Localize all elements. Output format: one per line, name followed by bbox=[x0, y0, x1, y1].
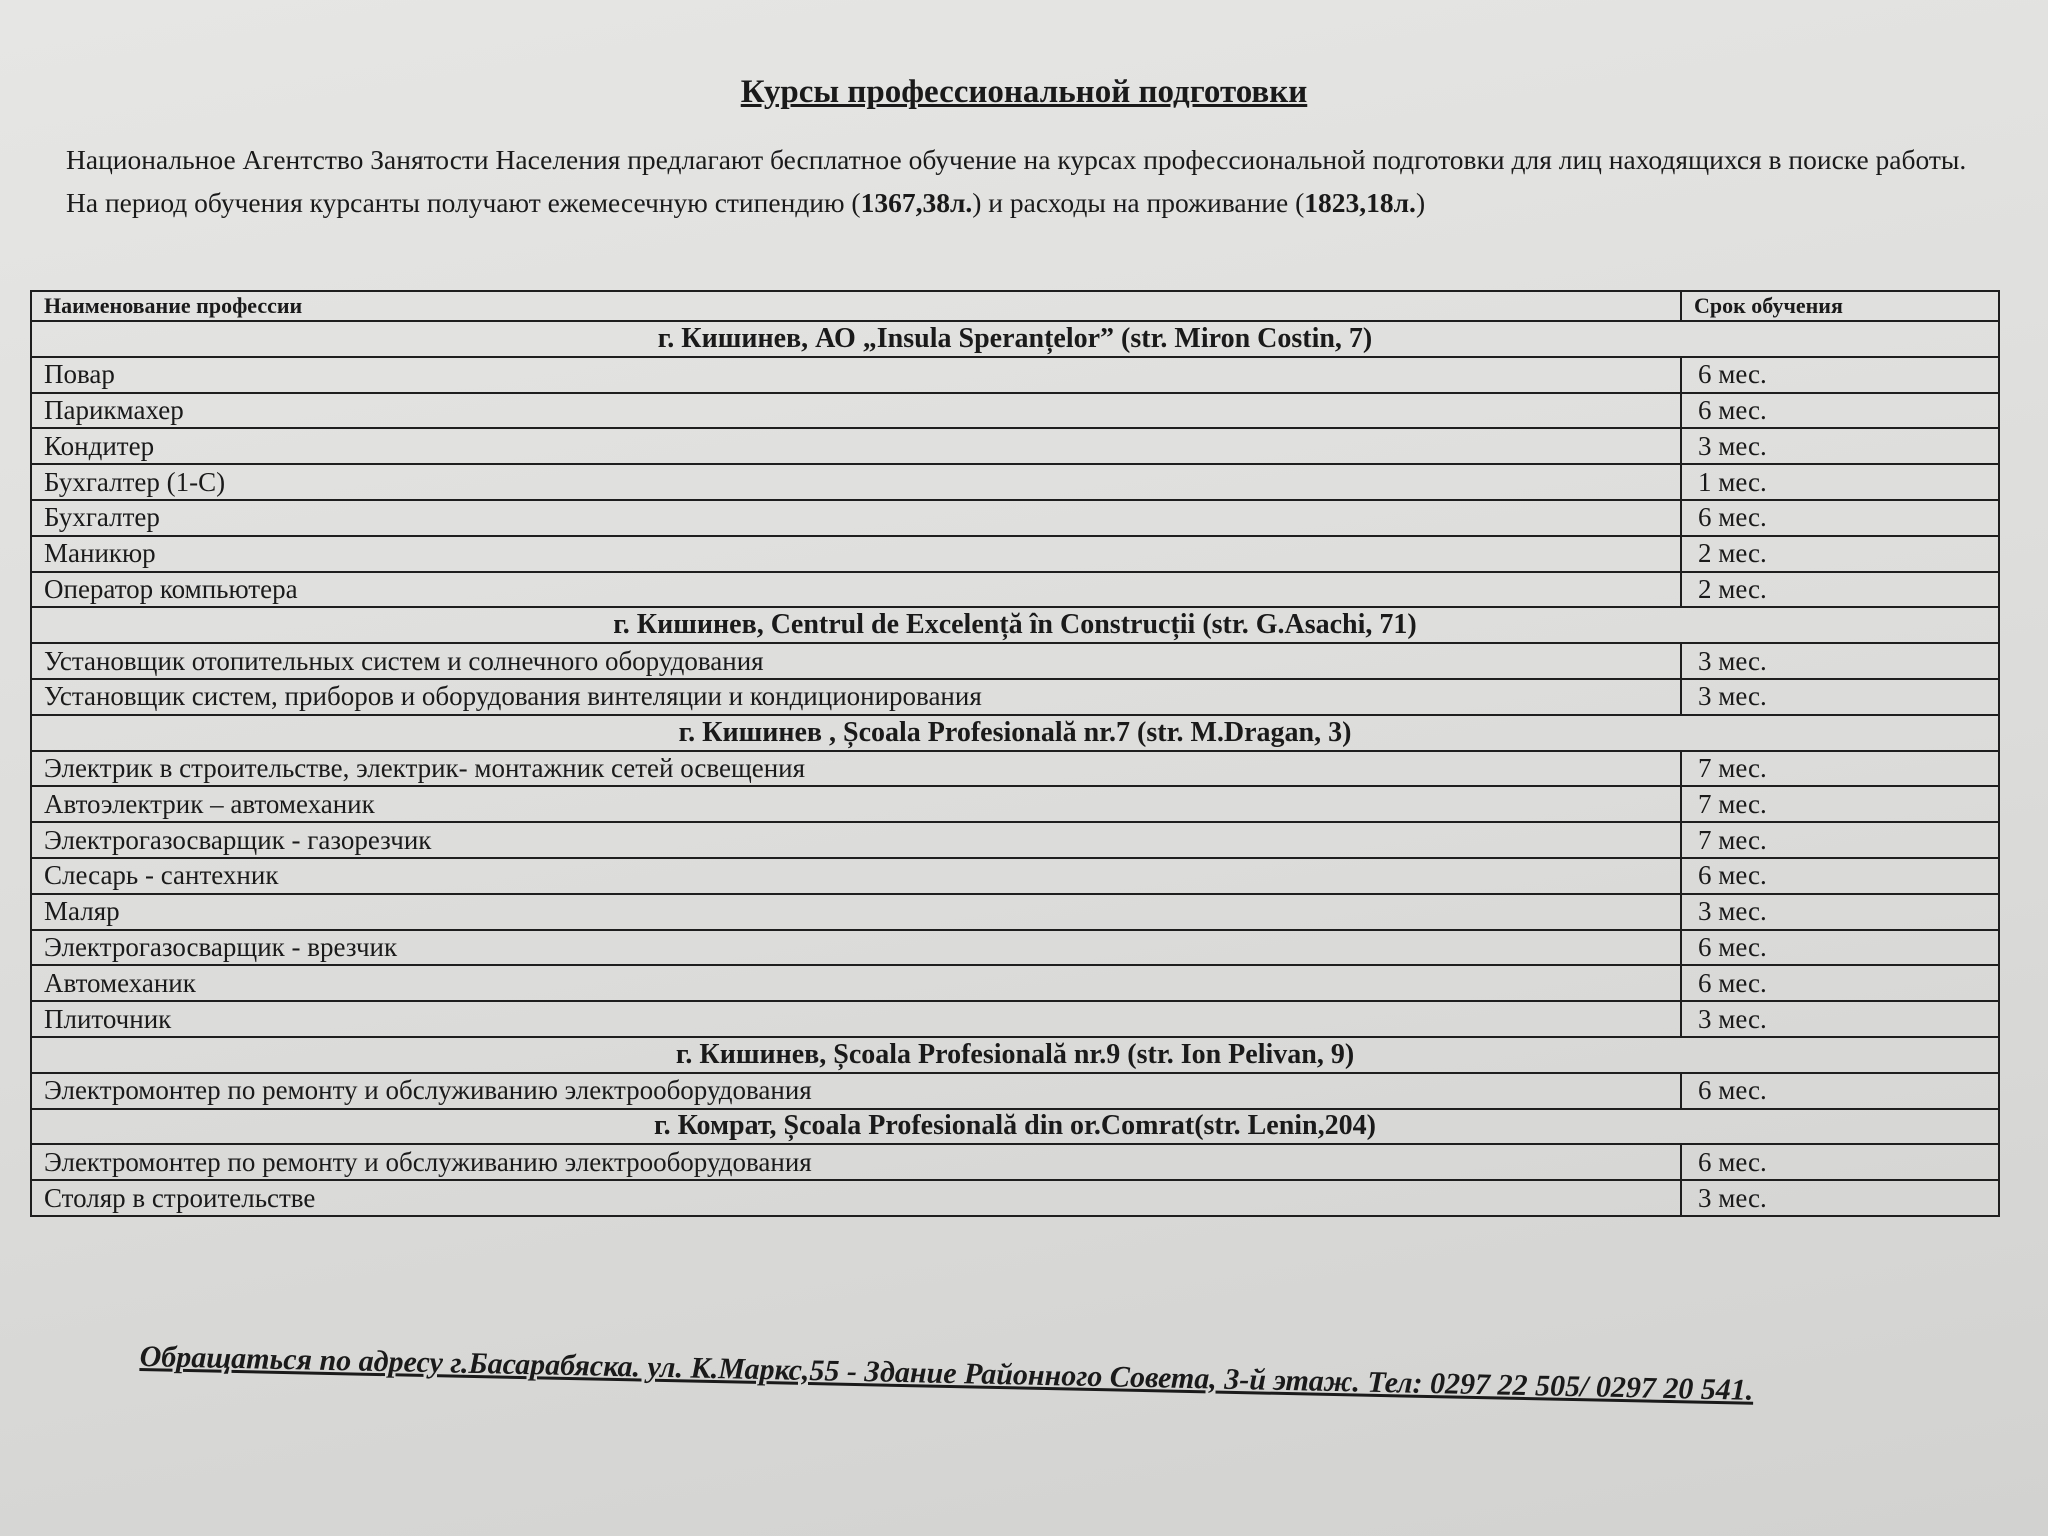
table-row bbox=[31, 1144, 1999, 1180]
duration-cell: 3 мес. bbox=[1681, 679, 1999, 715]
table-row bbox=[31, 1073, 1999, 1109]
profession-cell: Плиточник bbox=[31, 1001, 1681, 1037]
contact-footer: Обращаться по адресу г.Басарабяска. ул. К.Маркс,55 - Здание Районного Совета, 3-й этаж. Тел: 0297 22 505/ 0297 20 541. bbox=[139, 1340, 1754, 1407]
table-row bbox=[31, 965, 1999, 1001]
profession-cell: Электрик в строительстве, электрик- монтажник сетей освещения bbox=[31, 751, 1681, 787]
section-title: г. Кишинев, АО „Insula Speranțelor” (str. Miron Costin, 7) bbox=[31, 321, 1999, 357]
section-header-row bbox=[31, 1109, 1999, 1145]
duration-cell: 6 мес. bbox=[1681, 930, 1999, 966]
table-row bbox=[31, 393, 1999, 429]
profession-cell: Парикмахер bbox=[31, 393, 1681, 429]
table-row bbox=[31, 357, 1999, 393]
duration-cell: 3 мес. bbox=[1681, 894, 1999, 930]
duration-cell: 3 мес. bbox=[1681, 1180, 1999, 1216]
profession-cell: Установщик систем, приборов и оборудования винтеляции и кондиционирования bbox=[31, 679, 1681, 715]
duration-cell: 6 мес. bbox=[1681, 965, 1999, 1001]
duration-cell: 3 мес. bbox=[1681, 643, 1999, 679]
header-duration: Срок обучения bbox=[1681, 291, 1999, 321]
profession-cell: Повар bbox=[31, 357, 1681, 393]
profession-cell: Электромонтер по ремонту и обслуживанию электрооборудования bbox=[31, 1073, 1681, 1109]
stipend-amount: 1367,38л. bbox=[860, 187, 973, 218]
duration-cell: 6 мес. bbox=[1681, 393, 1999, 429]
table-row bbox=[31, 894, 1999, 930]
duration-cell: 7 мес. bbox=[1681, 786, 1999, 822]
table-row bbox=[31, 751, 1999, 787]
section-title: г. Кишинев, Centrul de Excelență în Construcții (str. G.Asachi, 71) bbox=[31, 607, 1999, 643]
table-row bbox=[31, 679, 1999, 715]
duration-cell: 3 мес. bbox=[1681, 1001, 1999, 1037]
table-row bbox=[31, 1180, 1999, 1216]
profession-cell: Электромонтер по ремонту и обслуживанию электрооборудования bbox=[31, 1144, 1681, 1180]
profession-cell: Маникюр bbox=[31, 536, 1681, 572]
table-row bbox=[31, 500, 1999, 536]
profession-cell: Кондитер bbox=[31, 428, 1681, 464]
intro-text-3: ) bbox=[1415, 187, 1426, 218]
duration-cell: 2 мес. bbox=[1681, 572, 1999, 608]
section-header-row bbox=[31, 321, 1999, 357]
profession-cell: Бухгалтер (1-С) bbox=[31, 464, 1681, 500]
profession-cell: Электрогазосварщик - газорезчик bbox=[31, 822, 1681, 858]
living-expenses-amount: 1823,18л. bbox=[1304, 187, 1416, 218]
duration-cell: 6 мес. bbox=[1681, 357, 1999, 393]
table-row bbox=[31, 786, 1999, 822]
profession-cell: Слесарь - сантехник bbox=[31, 858, 1681, 894]
duration-cell: 1 мес. bbox=[1681, 464, 1999, 500]
intro-text-2: ) и расходы на проживание ( bbox=[972, 187, 1305, 218]
courses-table bbox=[30, 290, 2000, 1217]
duration-cell: 3 мес. bbox=[1681, 428, 1999, 464]
duration-cell: 7 мес. bbox=[1681, 822, 1999, 858]
profession-cell: Оператор компьютера bbox=[31, 572, 1681, 608]
section-title: г. Кишинев, Școala Profesională nr.9 (str. Ion Pelivan, 9) bbox=[31, 1037, 1999, 1073]
table-header-row bbox=[31, 291, 1999, 321]
profession-cell: Маляр bbox=[31, 894, 1681, 930]
section-title: г. Кишинев , Școala Profesională nr.7 (str. M.Dragan, 3) bbox=[31, 715, 1999, 751]
section-title: г. Комрат, Școala Profesională din or.Comrat(str. Lenin,204) bbox=[31, 1109, 1999, 1145]
header-profession: Наименование профессии bbox=[31, 291, 1681, 321]
duration-cell: 6 мес. bbox=[1681, 1144, 1999, 1180]
table-row bbox=[31, 572, 1999, 608]
document-title: Курсы профессиональной подготовки bbox=[740, 74, 1308, 110]
section-header-row bbox=[31, 607, 1999, 643]
section-header-row bbox=[31, 1037, 1999, 1073]
intro-text-1: Национальное Агентство Занятости Населения предлагают бесплатное обучение на курсах профессиональной подготовки для лиц находящихся в поиске работы. На период обучения курсанты получают ежемесечную стипендию ( bbox=[66, 144, 1967, 218]
duration-cell: 6 мес. bbox=[1681, 858, 1999, 894]
table-row bbox=[31, 1001, 1999, 1037]
profession-cell: Установщик отопительных систем и солнечного оборудования bbox=[31, 643, 1681, 679]
duration-cell: 7 мес. bbox=[1681, 751, 1999, 787]
table-row bbox=[31, 930, 1999, 966]
table-row bbox=[31, 428, 1999, 464]
table-body bbox=[31, 321, 1999, 1216]
duration-cell: 6 мес. bbox=[1681, 1073, 1999, 1109]
profession-cell: Бухгалтер bbox=[31, 500, 1681, 536]
table-row bbox=[31, 858, 1999, 894]
table-row bbox=[31, 643, 1999, 679]
profession-cell: Электрогазосварщик - врезчик bbox=[31, 930, 1681, 966]
duration-cell: 2 мес. bbox=[1681, 536, 1999, 572]
profession-cell: Автоэлектрик – автомеханик bbox=[31, 786, 1681, 822]
duration-cell: 6 мес. bbox=[1681, 500, 1999, 536]
table-row bbox=[31, 464, 1999, 500]
profession-cell: Автомеханик bbox=[31, 965, 1681, 1001]
table-row bbox=[31, 536, 1999, 572]
section-header-row bbox=[31, 715, 1999, 751]
profession-cell: Столяр в строительстве bbox=[31, 1180, 1681, 1216]
table-row bbox=[31, 822, 1999, 858]
intro-paragraph bbox=[66, 138, 1976, 224]
